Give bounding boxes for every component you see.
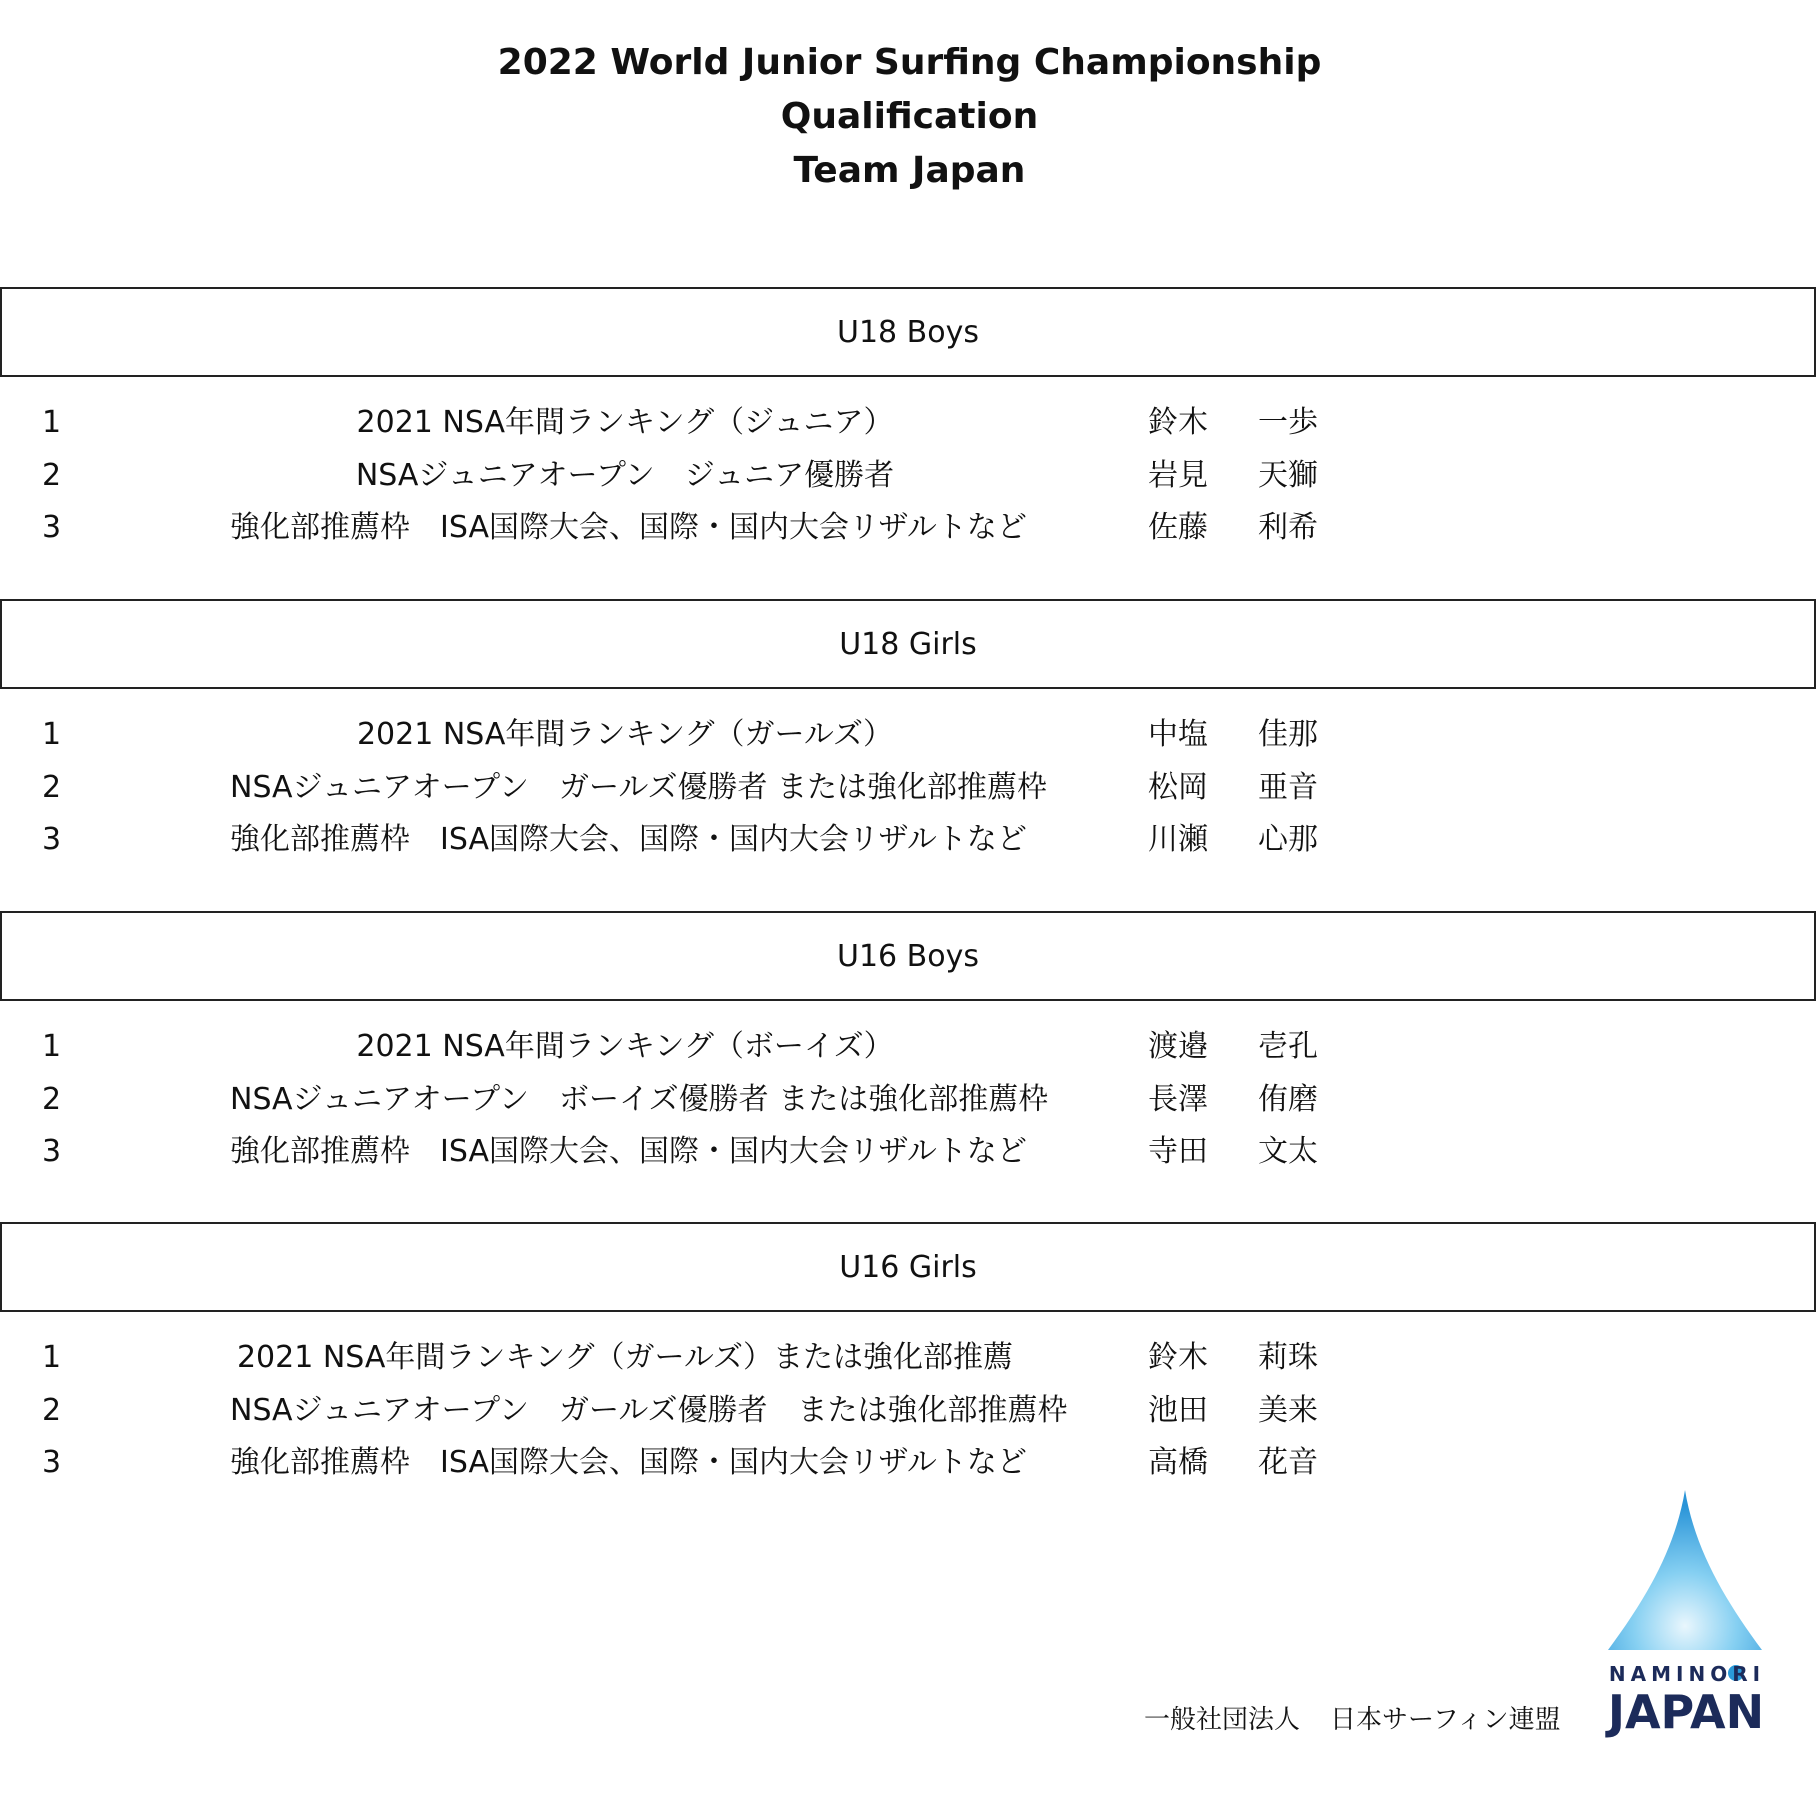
athlete-surname: 松岡 — [1148, 769, 1208, 805]
athlete-surname: 鈴木 — [1148, 405, 1208, 440]
table-row — [0, 762, 1819, 815]
athlete-surname: 寺田 — [1148, 1134, 1208, 1169]
athlete-given-name: 美来 — [1258, 1392, 1318, 1428]
athlete-name — [1148, 709, 1318, 762]
row-number: 2 — [42, 1081, 62, 1117]
athlete-surname: 岩見 — [1148, 457, 1208, 493]
section-heading: U18 Boys — [0, 287, 1816, 377]
athlete-given-name: 亜音 — [1258, 769, 1318, 805]
athlete-given-name: 利希 — [1258, 510, 1318, 545]
row-number: 2 — [42, 457, 62, 493]
qualification-criteria: 強化部推薦枠 ISA国際大会、国際・国内大会リザルトなど — [230, 822, 1027, 857]
row-number: 1 — [42, 405, 62, 440]
qualification-criteria: 2021 NSA年間ランキング（ボーイズ） — [356, 1029, 894, 1064]
qualification-criteria: NSAジュニアオープン ジュニア優勝者 — [355, 457, 895, 493]
qualification-list — [0, 1332, 1819, 1490]
athlete-name — [1148, 762, 1318, 815]
athlete-name — [1148, 450, 1318, 503]
table-row — [0, 1385, 1819, 1438]
organization-type: 一般社団法人 — [1144, 1705, 1301, 1735]
qualification-list — [0, 397, 1819, 555]
athlete-given-name: 文太 — [1258, 1134, 1318, 1169]
athlete-surname: 長澤 — [1148, 1081, 1208, 1117]
athlete-surname: 川瀬 — [1148, 822, 1208, 857]
qualification-criteria: 強化部推薦枠 ISA国際大会、国際・国内大会リザルトなど — [230, 1445, 1027, 1480]
row-number: 1 — [42, 1340, 62, 1375]
athlete-given-name: 莉珠 — [1258, 1340, 1318, 1375]
row-number: 3 — [42, 510, 62, 545]
table-row — [0, 1437, 1819, 1490]
athlete-surname: 佐藤 — [1148, 510, 1208, 545]
qualification-criteria: 2021 NSA年間ランキング（ガールズ）または強化部推薦 — [236, 1340, 1014, 1375]
table-row — [0, 397, 1819, 450]
table-row — [0, 709, 1819, 762]
table-row — [0, 450, 1819, 503]
water-drop-icon — [1608, 1490, 1762, 1650]
qualification-criteria: NSAジュニアオープン ガールズ優勝者 または強化部推薦枠 — [230, 769, 1047, 805]
table-row — [0, 814, 1819, 867]
row-number: 1 — [42, 717, 62, 752]
section-u18-boys — [0, 287, 1819, 555]
row-number: 3 — [42, 822, 62, 857]
table-row — [0, 1074, 1819, 1127]
qualification-criteria: 2021 NSA年間ランキング（ジュニア） — [356, 405, 894, 440]
athlete-surname: 高橋 — [1148, 1445, 1208, 1480]
athlete-given-name: 壱孔 — [1258, 1029, 1318, 1064]
athlete-name — [1148, 814, 1318, 867]
qualification-list — [0, 709, 1819, 867]
row-number: 3 — [42, 1445, 62, 1480]
athlete-name — [1148, 397, 1318, 450]
qualification-criteria: NSAジュニアオープン ガールズ優勝者 または強化部推薦枠 — [230, 1392, 1068, 1428]
athlete-name — [1148, 1437, 1318, 1490]
athlete-surname: 鈴木 — [1148, 1340, 1208, 1375]
row-number: 1 — [42, 1029, 62, 1064]
row-number: 2 — [42, 1392, 62, 1428]
athlete-given-name: 一歩 — [1258, 405, 1318, 440]
row-number: 3 — [42, 1134, 62, 1169]
athlete-name — [1148, 1332, 1318, 1385]
section-u18-girls — [0, 599, 1819, 867]
athlete-given-name: 天獅 — [1258, 457, 1318, 493]
athlete-given-name: 心那 — [1258, 822, 1318, 857]
athlete-name — [1148, 1021, 1318, 1074]
qualification-criteria: NSAジュニアオープン ボーイズ優勝者 または強化部推薦枠 — [230, 1081, 1049, 1117]
qualification-list — [0, 1021, 1819, 1179]
title-line-2: Qualification — [780, 96, 1039, 137]
athlete-given-name: 佳那 — [1258, 717, 1318, 752]
table-row — [0, 1021, 1819, 1074]
athlete-surname: 池田 — [1148, 1392, 1208, 1428]
athlete-surname: 中塩 — [1148, 717, 1208, 752]
athlete-given-name: 花音 — [1258, 1445, 1318, 1480]
table-row — [0, 502, 1819, 555]
document-title — [0, 36, 1819, 198]
section-u16-girls — [0, 1222, 1819, 1490]
athlete-surname: 渡邉 — [1148, 1029, 1208, 1064]
section-u16-boys — [0, 911, 1819, 1179]
athlete-name — [1148, 502, 1318, 555]
athlete-name — [1148, 1385, 1318, 1438]
qualification-criteria: 2021 NSA年間ランキング（ガールズ） — [356, 717, 894, 752]
section-heading: U16 Girls — [0, 1222, 1816, 1312]
qualification-criteria: 強化部推薦枠 ISA国際大会、国際・国内大会リザルトなど — [230, 1134, 1027, 1169]
athlete-name — [1148, 1126, 1318, 1179]
section-heading: U16 Boys — [0, 911, 1816, 1001]
logo-text-naminori: NAMINORI — [1608, 1662, 1766, 1686]
qualification-criteria: 強化部推薦枠 ISA国際大会、国際・国内大会リザルトなど — [230, 510, 1027, 545]
title-line-3: Team Japan — [793, 150, 1026, 191]
logo-text-japan: JAPAN — [1607, 1685, 1765, 1739]
organization-name — [1144, 1700, 1561, 1740]
athlete-given-name: 侑磨 — [1258, 1081, 1318, 1117]
row-number: 2 — [42, 769, 62, 805]
title-line-1: 2022 World Junior Surfing Championship — [497, 42, 1322, 83]
athlete-name — [1148, 1074, 1318, 1127]
table-row — [0, 1126, 1819, 1179]
organization-title: 日本サーフィン連盟 — [1330, 1705, 1561, 1735]
section-heading: U18 Girls — [0, 599, 1816, 689]
table-row — [0, 1332, 1819, 1385]
